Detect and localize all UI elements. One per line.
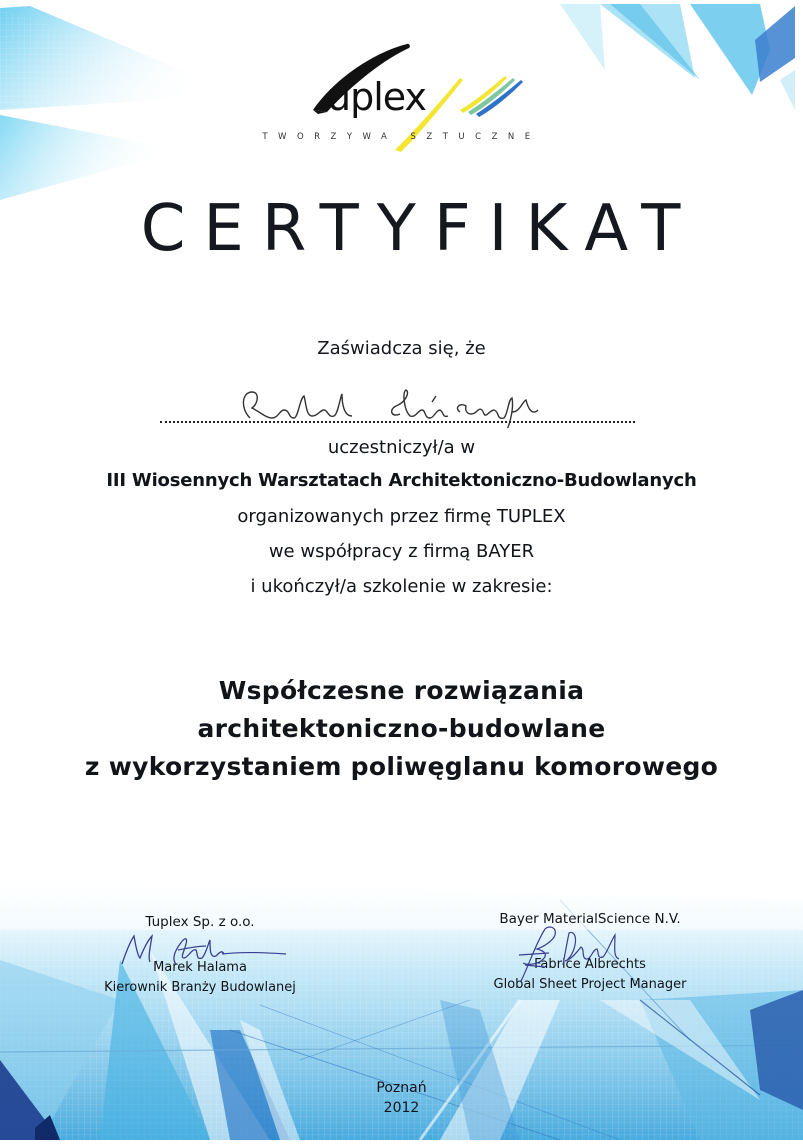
participated-text: uczestniczył/a w [327,437,476,458]
signature-fabrice-albrechts [515,925,635,985]
recipient-name-line [160,388,635,428]
issue-year: 2012 [383,1100,420,1116]
svg-text:uplex: uplex [327,75,426,119]
signatory-position: Kierownik Branży Budowlanej [104,980,296,995]
certificate-title: CERTYFIKAT [140,192,699,266]
issue-place: Poznań [376,1080,427,1096]
organizer-text: organizowanych przez firmę TUPLEX [237,506,566,527]
completed-text: i ukończył/a szkolenie w zakresie: [250,576,553,597]
course-title-line: z wykorzystaniem poliwęglanu komorowego [84,752,719,781]
signatory-name: Fabrice Albrechts [534,957,646,972]
issue-place-date [0,1078,803,1118]
signatory-company: Bayer MaterialScience N.V. [499,911,681,927]
logo-tagline: TWORZYWA SZTUCZNE [262,132,541,142]
event-name: III Wiosennych Warsztatach Architektoniczno-Budowlanych [106,470,697,491]
signatory-name: Marek Halama [153,960,247,975]
course-title-line: Współczesne rozwiązania [218,676,585,705]
partner-text: we współpracy z firmą BAYER [268,541,535,562]
signatory-company: Tuplex Sp. z o.o. [145,914,255,930]
signature-marek-halama [118,930,288,970]
dotted-line [160,421,635,423]
signatory-position: Global Sheet Project Manager [493,977,687,992]
intro-text: Zaświadcza się, że [317,338,486,359]
course-title-line: architektoniczno-budowlane [197,714,606,743]
course-title [0,672,803,786]
